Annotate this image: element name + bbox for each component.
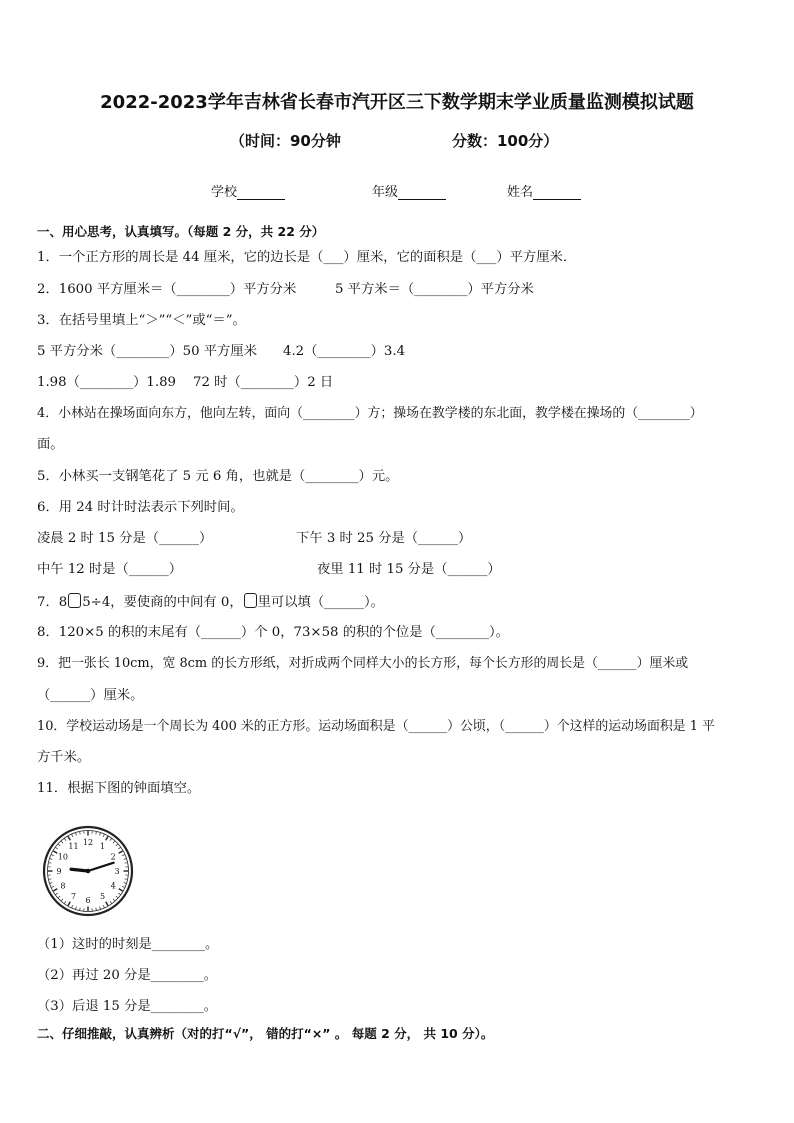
question-2-part-b: 5 平方米＝（________）平方分米 <box>335 282 534 297</box>
question-6-item-4: 夜里 11 时 15 分是（______） <box>317 562 501 577</box>
question-5: 5．小林买一支钢笔花了 5 元 6 角，也就是（________）元。 <box>37 469 399 484</box>
exam-subtitle <box>0 130 794 150</box>
question-7-suffix: 里可以填（______）。 <box>257 595 384 610</box>
school-blank[interactable] <box>237 185 285 200</box>
question-3-item-3: 1.98（________）1.89 <box>37 375 176 390</box>
clock-number: 11 <box>68 841 79 851</box>
school-field[interactable] <box>211 181 285 200</box>
question-7-prefix: 7．8 <box>37 595 68 610</box>
clock-face-figure <box>42 825 134 917</box>
clock-number: 6 <box>85 896 91 905</box>
question-11-part-3: （3）后退 15 分是________。 <box>37 999 218 1014</box>
question-2 <box>37 282 757 298</box>
question-9-continued: （______）厘米。 <box>37 688 144 703</box>
question-3: 3．在括号里填上“＞”“＜”或“＝”。 <box>37 313 246 328</box>
name-field[interactable] <box>507 181 581 200</box>
question-10-continued: 方千米。 <box>37 750 91 765</box>
total-score: 分数：100分） <box>452 132 559 150</box>
question-2-part-a: 2．1600 平方厘米＝（________）平方分米 <box>37 282 297 297</box>
question-11: 11．根据下图的钟面填空。 <box>37 781 201 796</box>
question-7 <box>37 593 384 611</box>
clock-center-pin <box>86 869 91 874</box>
clock-number: 10 <box>57 852 68 862</box>
clock-number: 8 <box>60 881 66 891</box>
clock-number: 2 <box>110 852 116 862</box>
question-3-item-1: 5 平方分米（________）50 平方厘米 <box>37 344 257 359</box>
question-3-item-2: 4.2（________）3.4 <box>283 344 406 359</box>
digit-box[interactable] <box>68 593 81 608</box>
question-3-item-4: 72 时（________）2 日 <box>193 375 334 390</box>
question-6-item-1: 凌晨 2 时 15 分是（______） <box>37 531 213 546</box>
question-4-continued: 面。 <box>37 437 64 452</box>
question-9: 9．把一张长 10cm，宽 8cm 的长方形纸，对折成两个同样大小的长方形，每个长方形的周长是（______）厘米或 <box>37 656 689 671</box>
clock-number: 9 <box>56 867 62 876</box>
question-6-item-3: 中午 12 时是（______） <box>37 562 183 577</box>
question-11-part-1: （1）这时的时刻是________。 <box>37 937 219 952</box>
question-1: 1．一个正方形的周长是 44 厘米，它的边长是（___）厘米，它的面积是（___）平方厘米． <box>37 250 577 265</box>
question-10: 10．学校运动场是一个周长为 400 米的正方形。运动场面积是（______）公顷，（______）个这样的运动场面积是 1 平 <box>37 719 715 734</box>
question-4: 4．小林站在操场面向东方，他向左转，面向（________）方；操场在教学楼的东北面，教学楼在操场的（________） <box>37 406 703 421</box>
question-6-item-2: 下午 3 时 25 分是（______） <box>296 531 472 546</box>
clock-number: 3 <box>114 867 120 876</box>
name-blank[interactable] <box>533 185 581 200</box>
school-label: 学校 <box>211 185 238 200</box>
grade-field[interactable] <box>372 181 446 200</box>
question-3-row-1 <box>37 344 757 360</box>
clock-number: 5 <box>99 892 106 902</box>
grade-label: 年级 <box>372 185 399 200</box>
question-11-part-2: （2）再过 20 分是________。 <box>37 968 218 983</box>
digit-box[interactable] <box>244 593 257 608</box>
question-6: 6．用 24 时计时法表示下列时间。 <box>37 500 244 515</box>
clock-number: 1 <box>99 841 106 851</box>
section-2-heading: 二、仔细推敲，认真辨析（对的打“√”， 错的打“×” 。 每题 2 分， 共 10 分）。 <box>37 1026 494 1041</box>
name-label: 姓名 <box>507 185 534 200</box>
clock-number: 12 <box>82 838 94 847</box>
hour-hand <box>71 869 88 871</box>
question-7-middle: 5÷4，要使商的中间有 0， <box>82 595 243 610</box>
question-3-row-2 <box>37 375 757 391</box>
question-8: 8．120×5 的积的末尾有（______）个 0，73×58 的积的个位是（________）。 <box>37 625 509 640</box>
grade-blank[interactable] <box>398 185 446 200</box>
question-6-row-2 <box>37 562 757 578</box>
question-6-row-1 <box>37 531 757 547</box>
time-limit: （时间：90分钟 <box>230 132 341 150</box>
clock-number: 4 <box>110 881 116 891</box>
page-title: 2022-2023学年吉林省长春市汽开区三下数学期末学业质量监测模拟试题 <box>100 92 694 113</box>
clock-number: 7 <box>70 892 77 902</box>
section-1-heading: 一、用心思考，认真填写。（每题 2 分，共 22 分） <box>37 224 325 239</box>
